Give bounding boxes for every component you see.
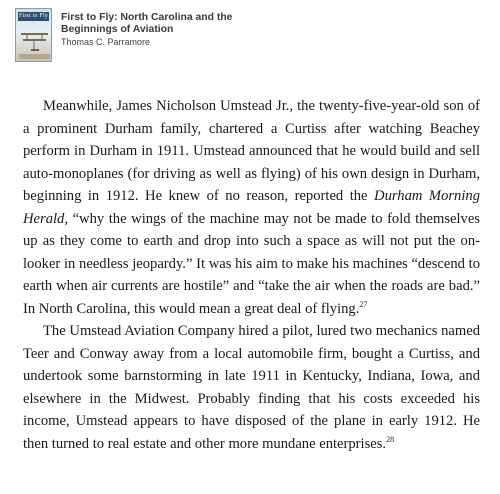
newspaper-title: Durham Morning Herald	[23, 188, 480, 227]
book-excerpt	[23, 95, 480, 455]
cover-title: First to Fly	[18, 13, 49, 19]
book-header	[15, 8, 241, 62]
paragraph-2	[23, 320, 480, 455]
paragraph-1-text-a: Meanwhile, James Nicholson Umstead Jr., the twenty-five-year-old son of a prominent Durham family, chartered a Curtiss after watching Beachey perform in Durham in 1911. Umstead announced that he would build and sell auto-monoplanes (for driving as well as flying) of his own design in Durham, beginning in 1912. He knew of no reason, reported the	[23, 98, 480, 204]
biplane-icon	[19, 25, 50, 59]
book-cover-thumbnail[interactable]	[15, 8, 52, 62]
paragraph-1-text-b: , “why the wings of the machine may not be made to fold themselves up as they come to earth and drop into such a space as will not put the on-looker in needless jeopardy.” It was his aim to make his machines “descend to earth when air currents are hostile” and “take the air when the roads are bad.” In North Carolina, this would mean a great deal of flying.	[23, 210, 480, 317]
paragraph-2-text: The Umstead Aviation Company hired a pilot, lured two mechanics named Teer and Conway away from a local automobile firm, bought a Curtiss, and undertook some barnstorming in late 1911 in Kentucky, Indiana, Iowa, and elsewhere in the Midwest. Probably finding that his costs exceeded his income, Umstead appears to have disposed of the plane in early 1912. He then turned to real estate and other more mundane enterprises.	[23, 323, 480, 452]
footnote-ref-27[interactable]: 27	[359, 299, 368, 309]
footnote-ref-28[interactable]: 28	[386, 434, 395, 444]
book-author: Thomas C. Parramore	[61, 37, 151, 47]
book-title[interactable]: First to Fly: North Carolina and the Beginnings of Aviation	[61, 12, 233, 35]
paragraph-1	[23, 95, 480, 320]
book-meta	[61, 8, 241, 47]
